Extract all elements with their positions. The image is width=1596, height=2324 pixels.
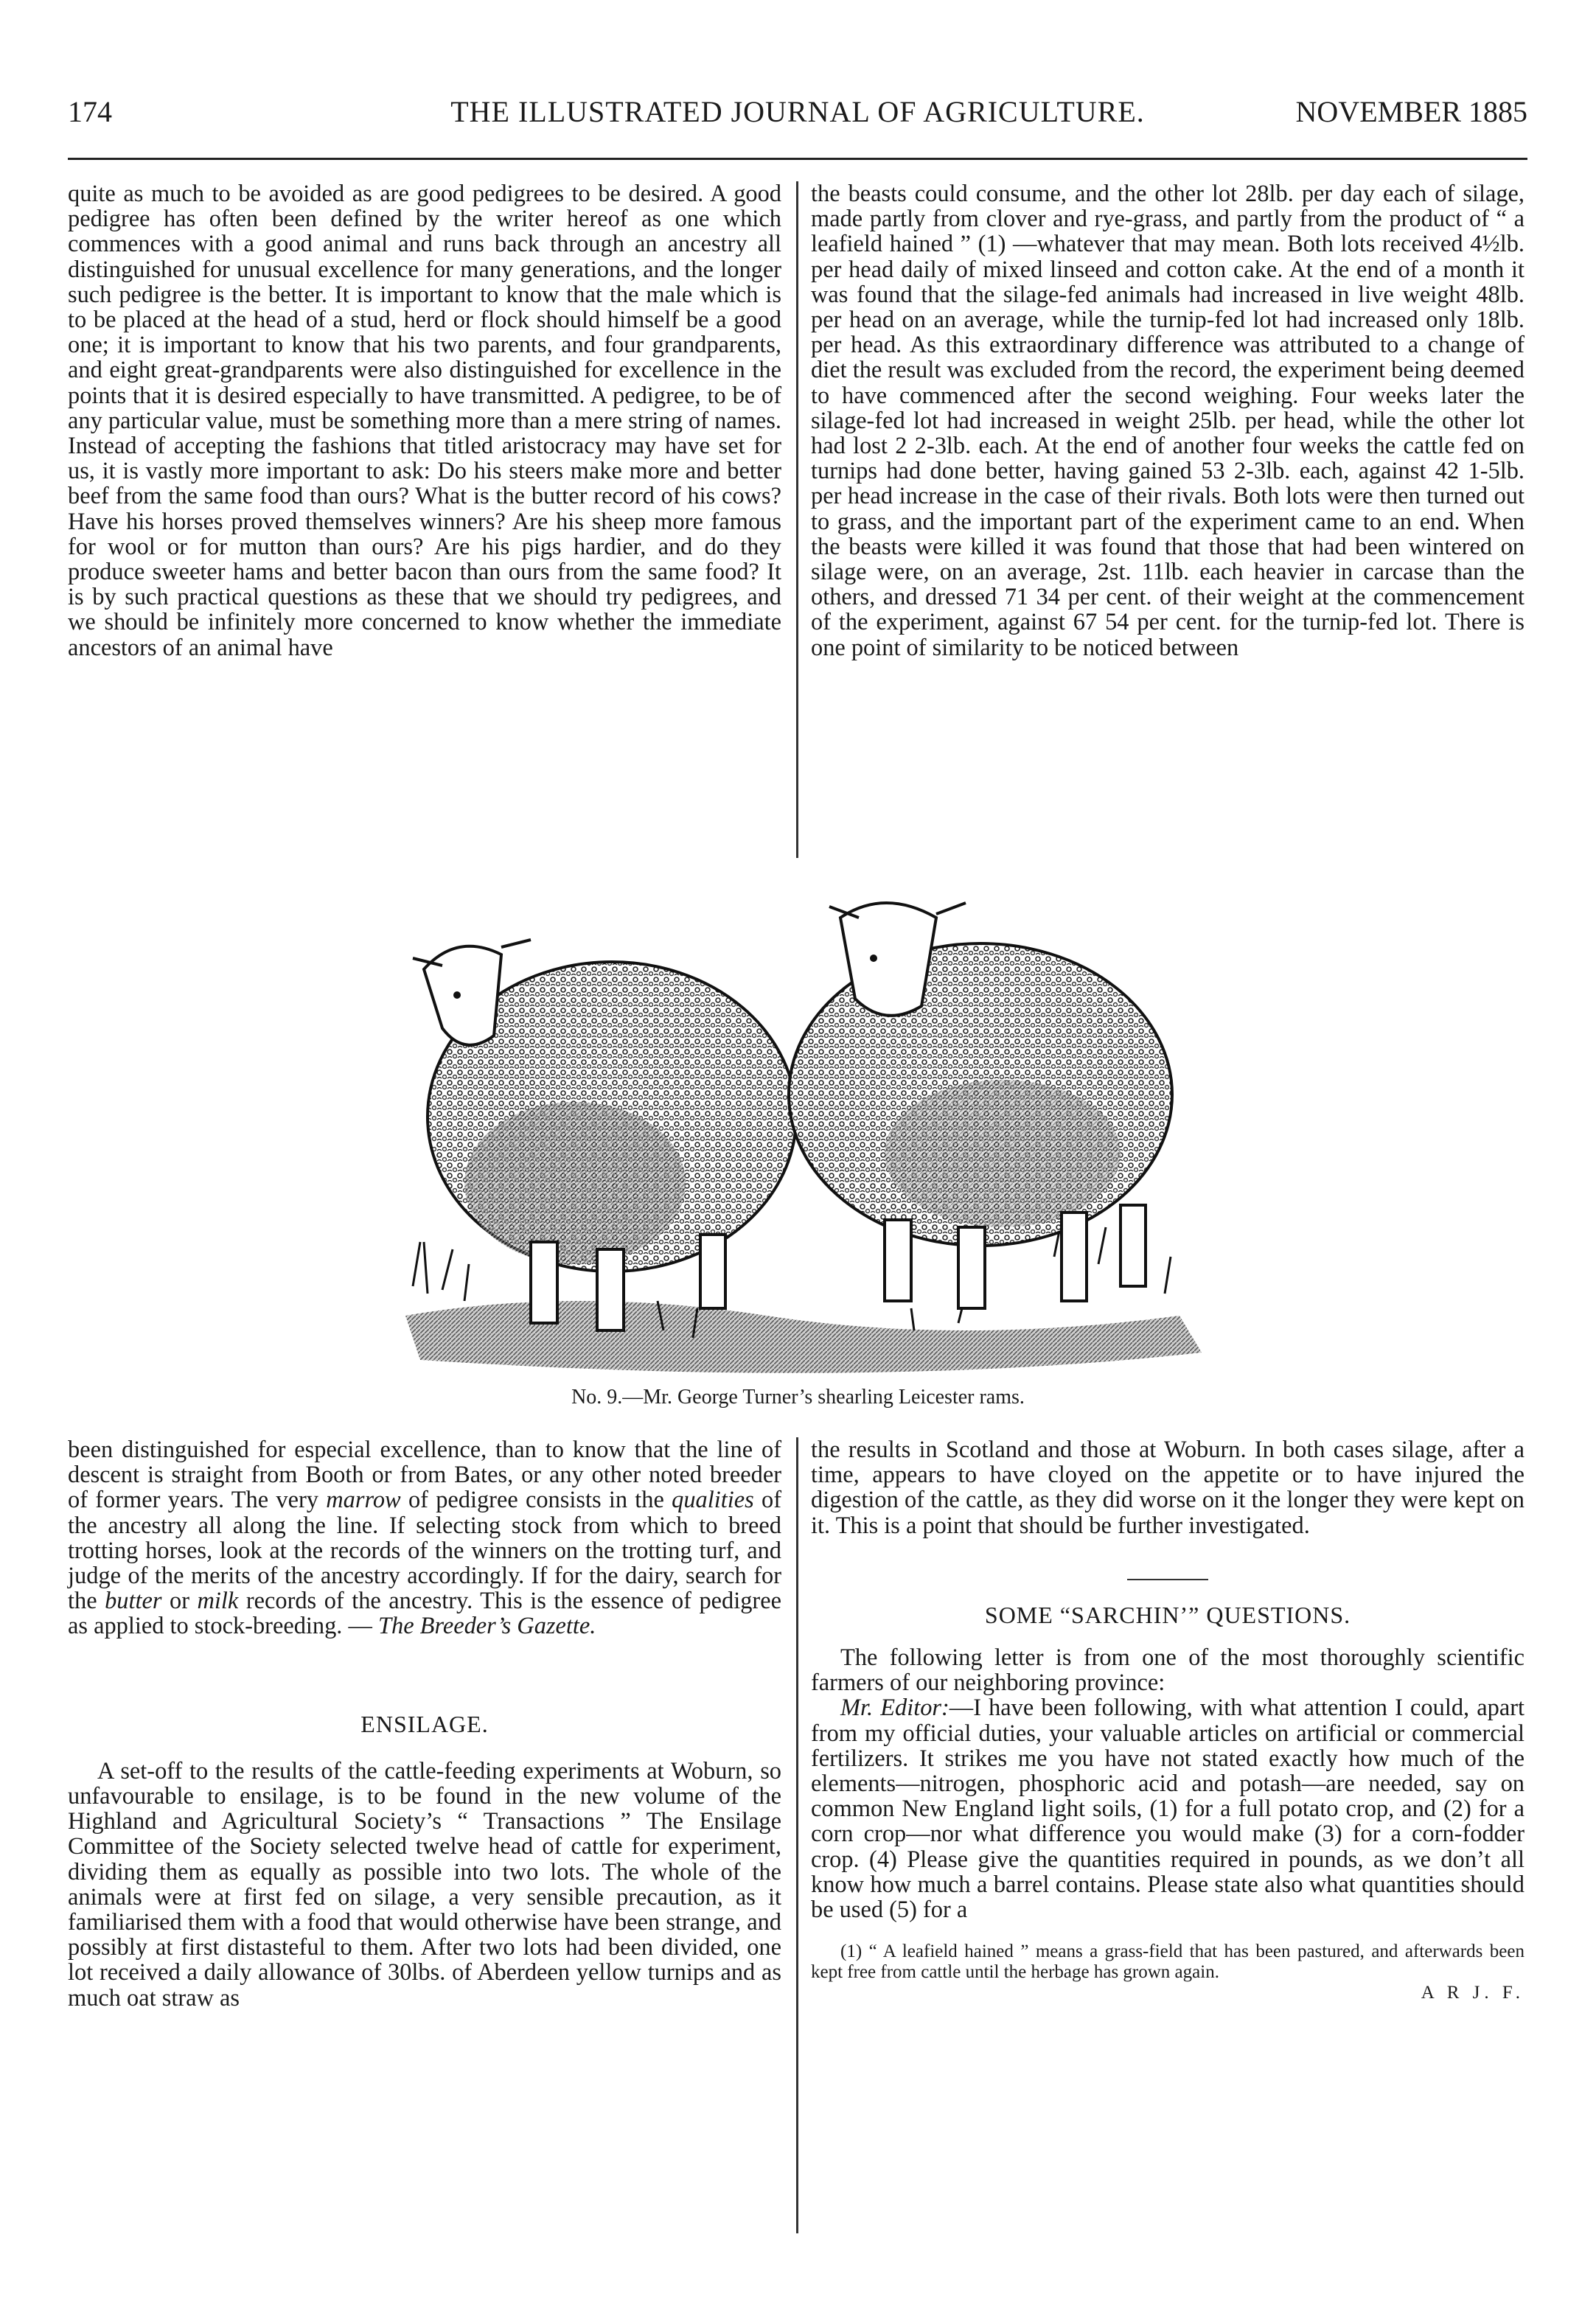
page-header	[68, 87, 1527, 139]
text-run: of the ancestry all along the line. If selecting stock from which to breed trotting horses, look at the records of the winners on the trotting turf, and judge of the merits of the ancestry accordingly. If for the dairy, search for the	[68, 1487, 781, 1615]
header-rule	[68, 158, 1527, 160]
ensilage-article-text: A set-off to the results of the cattle-feeding experiments at Woburn, so unfavourable to ensilage, is to be found in the new volume of the Highland and Agricultural Society’s “ Transactions ” The Ensilage Committee of the Society selected twelve head of cattle for experiment, dividing them as equally as possible into two lots. The whole of the animals were at first fed on silage, a very sensible precaution, as it familiarised them with a food that would otherwise have been strange, and possibly at first distasteful to them. After two lots had been divided, one lot received a daily allowance of 30lbs. of Aberdeen yellow turnips and as much oat straw as	[68, 1757, 781, 2011]
footnote-signature: A R J. F.	[1421, 1983, 1524, 2003]
italic-qualities: qualities	[672, 1487, 754, 1514]
text-run: of pedigree consists in the	[408, 1487, 664, 1514]
bottom-left-column	[68, 1437, 781, 2011]
top-right-column	[811, 181, 1524, 660]
ensilage-heading: ENSILAGE.	[360, 1710, 489, 1737]
text-run: records of the ancestry. This is the essence of pedigree as applied to stock-breeding. —	[68, 1588, 781, 1640]
sarchin-questions-heading: SOME “SARCHIN’” QUESTIONS.	[984, 1601, 1351, 1628]
bottom-right-column	[811, 1437, 1524, 2003]
column-divider-top	[796, 181, 798, 858]
text-run: been distinguished for especial excellence, than to know that the line of descent is straight from Booth or from Bates, or any other noted breeder of former years. The very	[68, 1437, 781, 1514]
ensilage-article-text-continued: the beasts could consume, and the other lot 28lb. per day each of silage, made partly from clover and rye-grass, and partly from the product of “ a leafield hained ” (1) —whatever that may mean. Both lots received 4½lb. per head daily of mixed linseed and cotton cake. At the end of a month it was found that the silage-fed animals had increased in live weight 48lb. per head on an average, while the turnip-fed lot had increased only 18lb. per head. As this extraordinary difference was attributed to a change of diet the result was excluded from the record, the experiment being deemed to have commenced after the second weighing. Four weeks later the silage-fed lot had increased in weight 25lb. per head, while the other lot had lost 2 2-3lb. each. At the end of another four weeks the cattle fed on turnips had done better, having gained 53 2-3lb. each, against 42 1-5lb. per head increase in the case of their rivals. Both lots were then turned out to grass, and the important part of the experiment came to an end. When the beasts were killed it was found that those that had been wintered on silage were, on an average, 2st. 11lb. each heavier in carcase than the others, and dressed 71 34 per cent. of their weight at the commencement of the experiment, against 67 54 per cent. for the turnip-fed lot. There is one point of similarity to be noticed between	[811, 181, 1524, 661]
column-divider-bottom	[796, 1437, 798, 2233]
page-number: 174	[68, 95, 112, 128]
footnote: (1) “ A leafield hained ” means a grass-field that has been pastured, and afterwards been kept free from cattle until the herbage has grown again.	[811, 1941, 1524, 1983]
source-citation: The Breeder’s Gazette.	[377, 1613, 596, 1640]
issue-date: NOVEMBER 1885	[1295, 95, 1527, 128]
editor-salutation: Mr. Editor:	[840, 1695, 949, 1722]
leicester-rams-engraving	[354, 873, 1297, 1389]
ensilage-article-conclusion: the results in Scotland and those at Woburn. In both cases silage, after a time, appears to have cloyed on the appetite or to have injured the digestion of the cattle, as they did worse on it the longer they were kept on it. This is a point that should be further investigated.	[811, 1437, 1524, 1539]
italic-butter: butter	[105, 1588, 162, 1615]
figure-caption: No. 9.—Mr. George Turner’s shearling Leicester rams.	[571, 1386, 1025, 1409]
text-run: or	[170, 1588, 189, 1615]
italic-milk: milk	[197, 1588, 239, 1615]
letter-introduction: The following letter is from one of the most thoroughly scientific farmers of our neighboring province:	[811, 1644, 1524, 1697]
pedigree-article-conclusion	[68, 1437, 781, 1639]
letter-text	[811, 1695, 1524, 1922]
journal-title: THE ILLUSTRATED JOURNAL OF AGRICULTURE.	[450, 95, 1145, 128]
italic-marrow: marrow	[326, 1487, 401, 1514]
top-left-column	[68, 181, 781, 660]
letter-body: —I have been following, with what attention I could, apart from my official duties, your valuable articles on artificial or commercial fertilizers. It strikes me you have not stated exactly how much of the elements—nitrogen, phosphoric acid and potash—are needed, say on common New England light soils, (1) for a full potato crop, and (2) for a corn crop—nor what difference you would make (3) for a corn-fodder crop. (4) Please give the quantities required in pounds, as we don’t all know how much a barrel contains. Please state also what quantities should be used (5) for a	[811, 1695, 1524, 1924]
pedigree-article-text: quite as much to be avoided as are good pedigrees to be desired. A good pedigree has often been defined by the writer hereof as one which commences with a good animal and runs back through an ancestry all distinguished for unusual excellence for many generations, and the longer such pedigree is the better. It is important to know that the male which is to be placed at the head of a stud, herd or flock should himself be a good one; it is important to know that his two parents, and four grandparents, and eight great-grandparents were also distinguished for excellence in the points that it is desired especially to have transmitted. A pedigree, to be of any particular value, must be something more than a mere string of names. Instead of accepting the fashions that titled aristocracy may have set for us, it is vastly more important to ask: Do his steers make more and better beef from the same food than ours? What is the butter record of his cows? Have his horses proved themselves winners? Are his sheep more famous for wool or for mutton than ours? Are his pigs hardier, and do they produce sweeter hams and better bacon than ours from the same food? It is by such practical questions as these that we should try pedigrees, and we should be infinitely more concerned to know whether the immediate ancestors of an animal have	[68, 181, 781, 661]
